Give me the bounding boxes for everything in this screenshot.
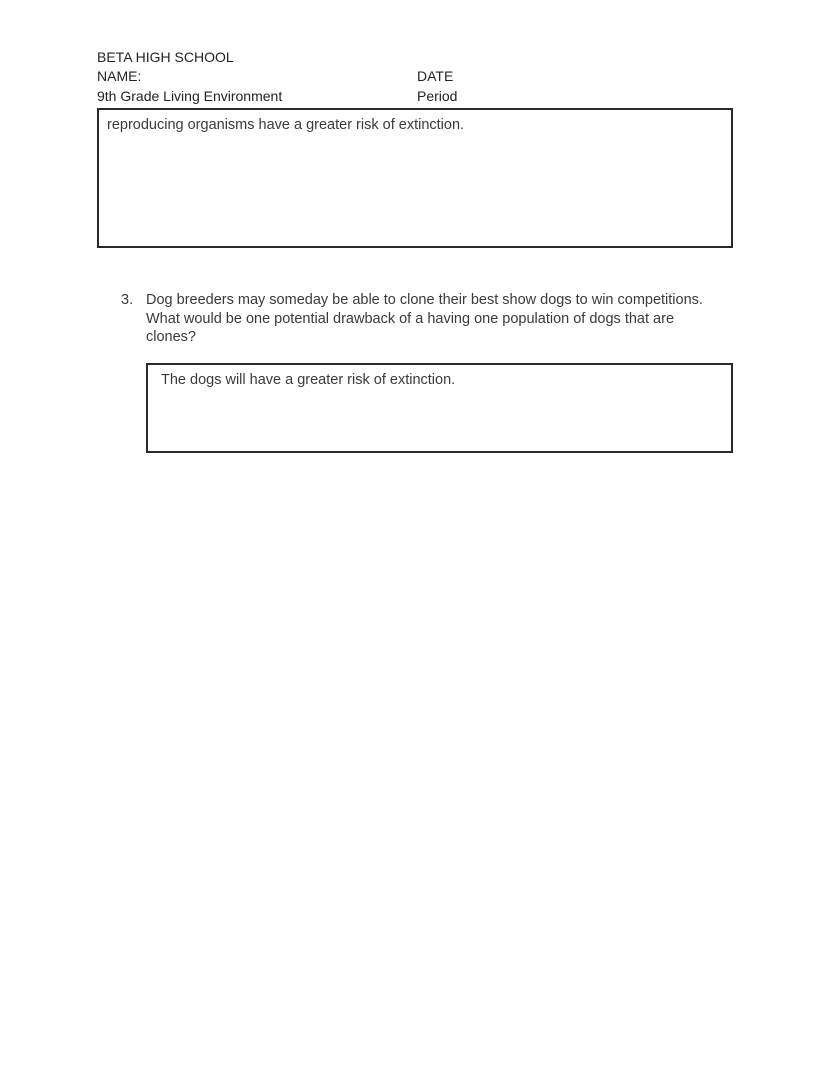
school-name: BETA HIGH SCHOOL (97, 49, 234, 65)
answer-box-q3[interactable] (146, 363, 733, 453)
question-3-number: 3. (121, 292, 134, 308)
answer-text-q3: The dogs will have a greater risk of extinction. (161, 372, 456, 388)
period-label: Period (417, 88, 458, 104)
answer-text-continuation: reproducing organisms have a greater risk of extinction. (107, 117, 465, 133)
course-label: 9th Grade Living Environment (97, 88, 283, 104)
date-label: DATE (417, 68, 454, 84)
name-label: NAME: (97, 68, 142, 84)
question-3 (121, 291, 721, 347)
answer-box-continuation[interactable] (97, 108, 733, 248)
question-3-text: Dog breeders may someday be able to clone their best show dogs to win competitions. What would be one potential drawback of a having one population of dogs that are clones? (146, 292, 703, 346)
